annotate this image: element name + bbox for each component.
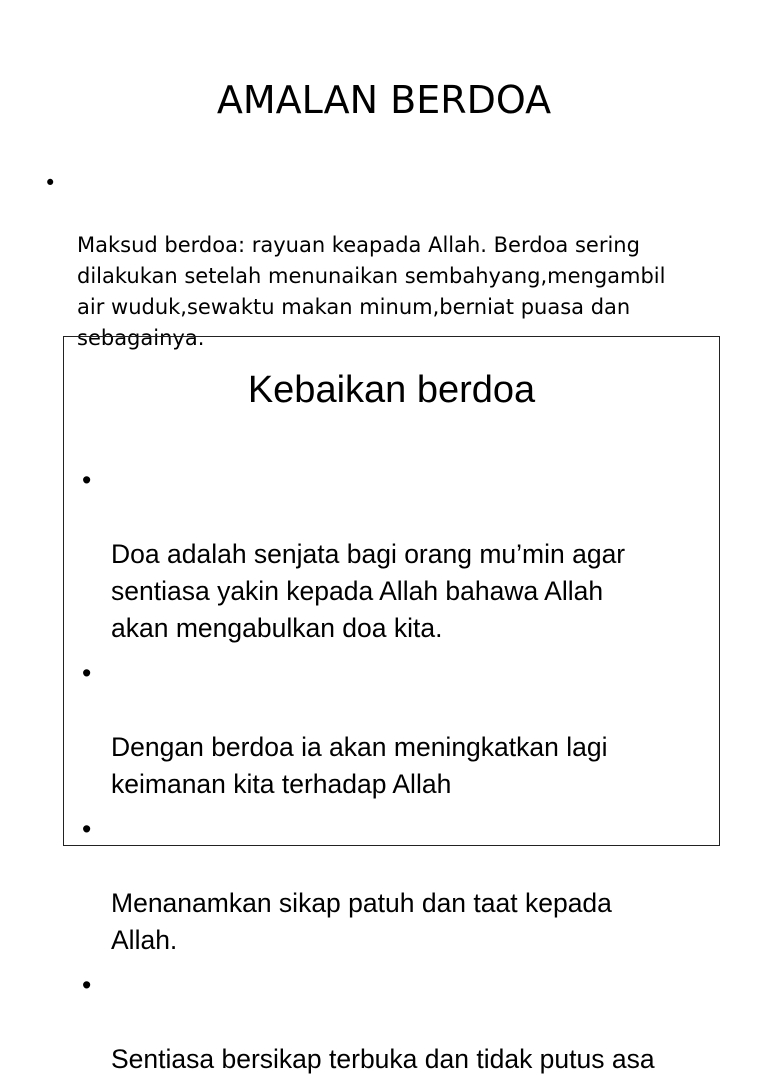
benefit-text: Menanamkan sikap patuh dan taat kepada Allah. <box>111 888 612 955</box>
bullet-icon: • <box>82 970 92 1000</box>
bullet-icon: • <box>44 171 57 195</box>
benefits-box <box>63 336 720 1074</box>
benefits-title: Kebaikan berdoa <box>247 369 536 411</box>
intro-text: Maksud berdoa: rayuan keapada Allah. Berdoa sering dilakukan setelah menunaikan sembahyang,mengambil air wuduk,sewaktu makan minum,berniat puasa dan sebagainya. <box>77 233 666 350</box>
benefit-text: Doa adalah senjata bagi orang mu’min agar sentiasa yakin kepada Allah bahawa Allah akan mengabulkan doa kita. <box>111 539 626 643</box>
intro-list <box>44 168 764 354</box>
bullet-icon: • <box>82 658 92 688</box>
page-title: AMALAN BERDOA <box>216 78 552 122</box>
benefit-text: Sentiasa bersikap terbuka dan tidak putus asa <box>111 1044 655 1074</box>
bullet-icon: • <box>82 465 92 495</box>
list-item <box>82 811 712 959</box>
list-item <box>82 462 712 647</box>
list-item <box>82 967 712 1078</box>
benefits-list <box>82 462 712 1078</box>
benefit-text: Dengan berdoa ia akan meningkatkan lagi keimanan kita terhadap Allah <box>111 732 608 799</box>
bullet-icon: • <box>82 814 92 844</box>
list-item <box>82 655 712 803</box>
intro-item <box>44 168 764 354</box>
